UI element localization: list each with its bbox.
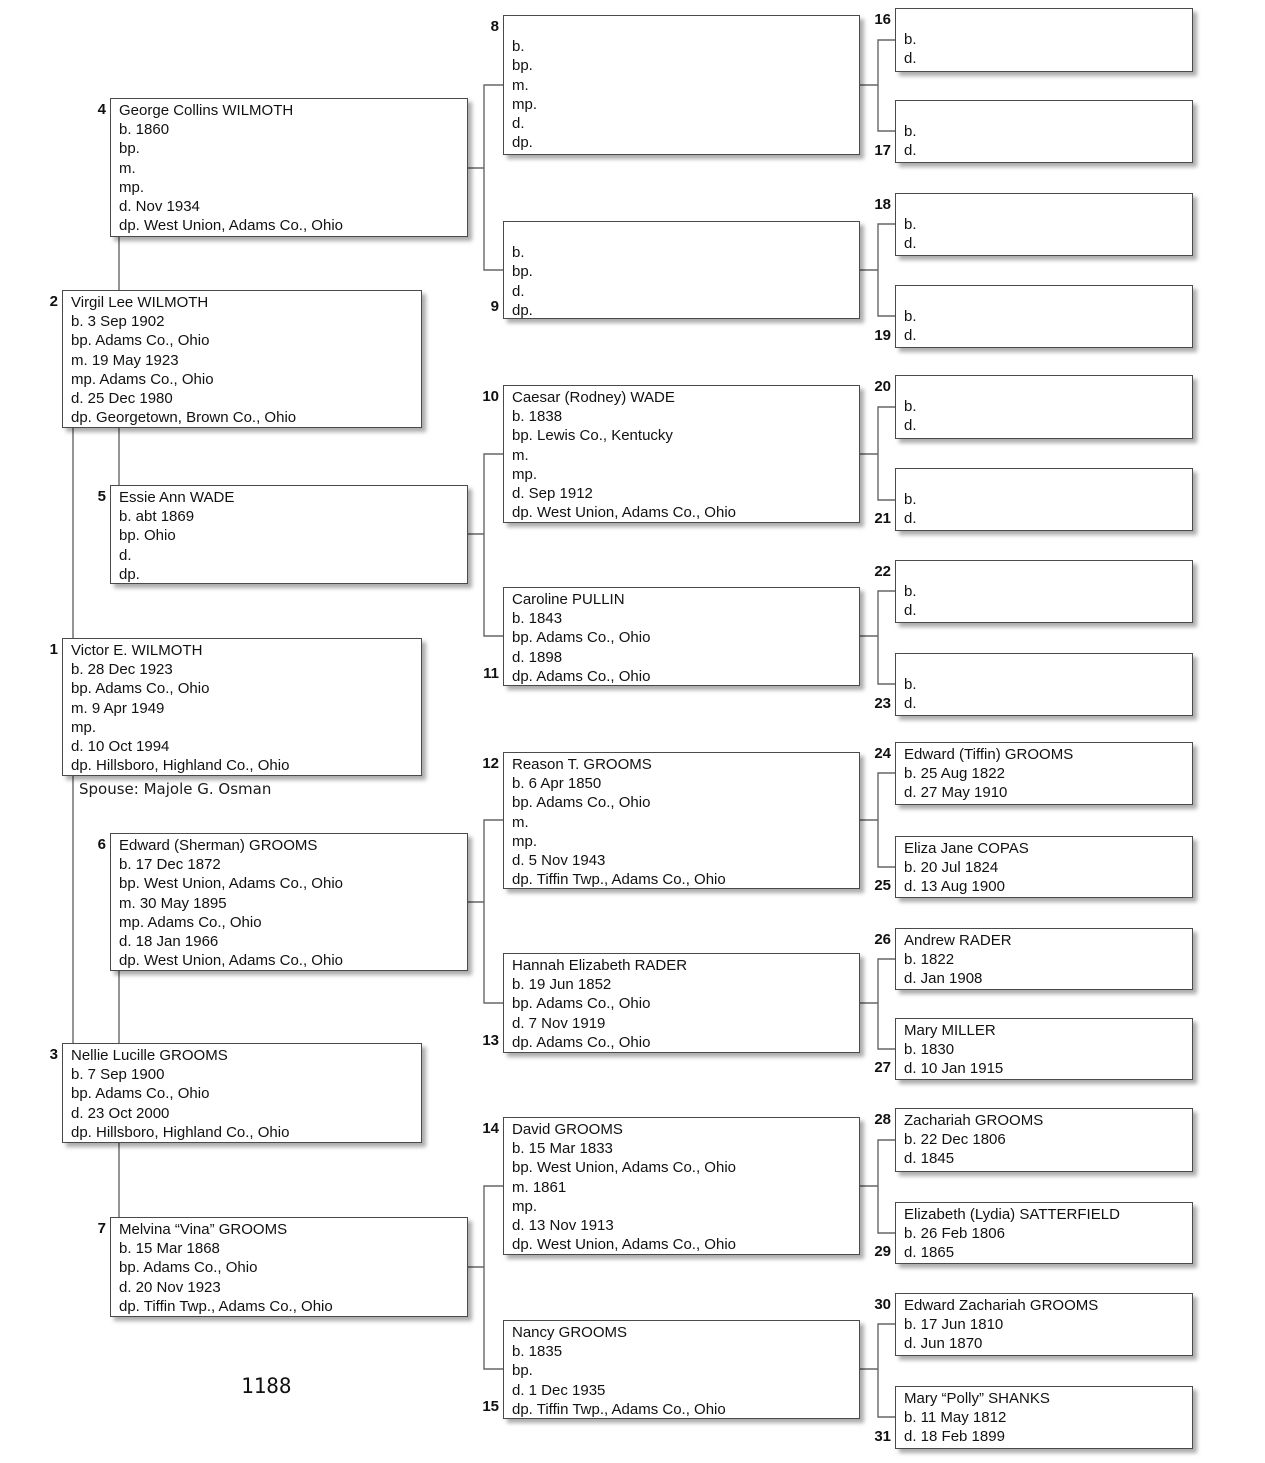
detail-line: d. 10 Jan 1915: [904, 1060, 1004, 1078]
detail-line: b.: [512, 244, 525, 262]
detail-line: b. 15 Mar 1868: [119, 1240, 220, 1258]
person-number: 18: [874, 196, 891, 213]
spouse-note: Spouse: Majole G. Osman: [79, 780, 272, 798]
detail-line: b.: [904, 398, 917, 416]
detail-line: mp.: [512, 1197, 538, 1215]
detail-line: b.: [904, 216, 917, 234]
person-box-29: [874, 1202, 1193, 1264]
detail-line: b. 7 Sep 1900: [71, 1066, 165, 1084]
person-box-23: [874, 653, 1193, 716]
detail-line: m. 9 Apr 1949: [71, 699, 165, 717]
person-name: Mary MILLER: [904, 1022, 996, 1039]
person-box-25: [874, 836, 1193, 898]
person-name: Reason T. GROOMS: [512, 756, 652, 773]
detail-line: b. 1835: [512, 1343, 563, 1361]
person-number: 29: [874, 1243, 891, 1260]
person-name: Virgil Lee WILMOTH: [71, 294, 209, 311]
detail-line: d. 25 Dec 1980: [71, 389, 173, 407]
detail-line: bp.: [512, 57, 533, 75]
detail-line: d. 7 Nov 1919: [512, 1014, 606, 1032]
person-name: Nellie Lucille GROOMS: [71, 1047, 228, 1064]
detail-line: m.: [512, 813, 529, 831]
person-box-31: [874, 1386, 1193, 1449]
detail-line: b. 17 Dec 1872: [119, 856, 221, 874]
person-number: 3: [49, 1046, 58, 1063]
person-number: 15: [482, 1398, 499, 1415]
person-name: Andrew RADER: [904, 932, 1012, 949]
detail-line: d. 23 Oct 2000: [71, 1104, 170, 1122]
person-number: 16: [874, 11, 891, 28]
detail-line: b. 11 May 1812: [904, 1409, 1007, 1427]
person-box-28: [874, 1108, 1193, 1172]
person-name: George Collins WILMOTH: [119, 102, 294, 119]
connector-family-13: [860, 959, 895, 1049]
detail-line: bp. Ohio: [119, 527, 176, 545]
connector-family-6: [468, 820, 503, 1003]
detail-line: d.: [904, 235, 917, 253]
detail-line: bp. Adams Co., Ohio: [71, 1085, 210, 1103]
person-box-24: [874, 742, 1193, 805]
person-name: Zachariah GROOMS: [904, 1112, 1044, 1129]
detail-line: m.: [119, 159, 136, 177]
person-number: 1: [49, 641, 58, 658]
person-number: 21: [874, 510, 891, 527]
detail-line: b. 3 Sep 1902: [71, 313, 165, 331]
detail-line: d.: [904, 142, 917, 160]
connector-family-9: [860, 224, 895, 316]
detail-line: b. 20 Jul 1824: [904, 859, 999, 877]
person-box-3: [49, 1043, 422, 1143]
detail-line: dp.: [119, 565, 140, 583]
person-name: Eliza Jane COPAS: [904, 840, 1029, 857]
connector-family-11: [860, 591, 895, 684]
detail-line: b. 26 Feb 1806: [904, 1225, 1005, 1243]
detail-line: d.: [904, 510, 917, 528]
detail-line: b. 15 Mar 1833: [512, 1140, 613, 1158]
detail-line: b.: [512, 38, 525, 56]
person-name: [904, 656, 1186, 675]
connector-family-10: [860, 407, 895, 500]
detail-line: mp. Adams Co., Ohio: [119, 913, 262, 931]
person-name: [904, 11, 1186, 30]
person-box-2: [49, 290, 422, 428]
connector-family-14: [860, 1140, 895, 1233]
detail-line: b.: [904, 308, 917, 326]
detail-line: bp. Adams Co., Ohio: [71, 332, 210, 350]
detail-line: d.: [904, 327, 917, 345]
detail-line: d.: [512, 114, 525, 132]
person-number: 27: [874, 1059, 891, 1076]
detail-line: b.: [904, 491, 917, 509]
detail-line: d.: [512, 282, 525, 300]
person-name: [904, 471, 1186, 490]
person-number: 2: [49, 293, 58, 310]
detail-line: dp. Adams Co., Ohio: [512, 1033, 651, 1051]
detail-line: b.: [904, 31, 917, 49]
person-box-4: [97, 98, 468, 237]
person-name: [904, 103, 1186, 122]
person-box-22: [874, 560, 1193, 623]
person-number: 22: [874, 563, 891, 580]
person-box-19: [874, 285, 1193, 348]
detail-line: mp.: [512, 832, 538, 850]
detail-line: mp.: [71, 718, 97, 736]
detail-line: d.: [904, 417, 917, 435]
person-box-26: [874, 928, 1193, 990]
detail-line: d. 13 Aug 1900: [904, 878, 1005, 896]
person-name: David GROOMS: [512, 1121, 623, 1138]
person-name: Essie Ann WADE: [119, 489, 235, 506]
detail-line: m.: [512, 76, 529, 94]
person-name: Caroline PULLIN: [512, 591, 625, 608]
detail-line: bp. West Union, Adams Co., Ohio: [512, 1159, 736, 1177]
person-name: [904, 378, 1186, 397]
person-box-9: [490, 221, 860, 319]
detail-line: d. 1 Dec 1935: [512, 1381, 606, 1399]
person-name: Victor E. WILMOTH: [71, 642, 203, 659]
detail-line: dp. West Union, Adams Co., Ohio: [119, 217, 343, 235]
detail-line: d. 10 Oct 1994: [71, 737, 170, 755]
person-name: Melvina “Vina” GROOMS: [119, 1221, 288, 1238]
detail-line: dp. Tiffin Twp., Adams Co., Ohio: [512, 1400, 726, 1418]
detail-line: bp. Adams Co., Ohio: [71, 680, 210, 698]
detail-line: m. 1861: [512, 1178, 567, 1196]
person-box-14: [482, 1117, 860, 1255]
person-name: Mary “Polly” SHANKS: [904, 1390, 1050, 1407]
person-name: Caesar (Rodney) WADE: [512, 389, 675, 406]
person-box-11: [483, 587, 860, 686]
detail-line: dp. Hillsboro, Highland Co., Ohio: [71, 757, 290, 775]
detail-line: mp.: [512, 465, 538, 483]
detail-line: dp. West Union, Adams Co., Ohio: [119, 952, 343, 970]
detail-line: bp.: [119, 140, 140, 158]
person-name: Edward (Tiffin) GROOMS: [904, 746, 1074, 763]
detail-line: b. 1860: [119, 121, 170, 139]
detail-line: d.: [904, 50, 917, 68]
detail-line: b. abt 1869: [119, 508, 195, 526]
person-name: [904, 196, 1186, 215]
person-number: 5: [97, 488, 106, 505]
detail-line: b. 28 Dec 1923: [71, 661, 173, 679]
detail-line: d.: [904, 695, 917, 713]
person-number: 4: [97, 101, 106, 118]
person-name: [904, 288, 1186, 307]
person-name: [512, 18, 853, 37]
detail-line: dp. Adams Co., Ohio: [512, 667, 651, 685]
person-name: Elizabeth (Lydia) SATTERFIELD: [904, 1206, 1120, 1223]
detail-line: bp. Lewis Co., Kentucky: [512, 427, 673, 445]
detail-line: dp. West Union, Adams Co., Ohio: [512, 504, 736, 522]
detail-line: d. Sep 1912: [512, 484, 593, 502]
detail-line: mp.: [512, 95, 538, 113]
detail-line: mp.: [119, 178, 145, 196]
detail-line: d. 1845: [904, 1150, 955, 1168]
person-number: 24: [874, 745, 891, 762]
person-number: 20: [874, 378, 891, 395]
detail-line: d.: [904, 602, 917, 620]
detail-line: d. 1898: [512, 648, 563, 666]
person-box-6: [97, 833, 468, 971]
detail-line: bp. Adams Co., Ohio: [119, 1259, 258, 1277]
person-name: Edward Zachariah GROOMS: [904, 1297, 1099, 1314]
person-number: 7: [97, 1220, 106, 1237]
person-name: Nancy GROOMS: [512, 1324, 628, 1341]
person-number: 28: [874, 1111, 891, 1128]
connector-family-5: [468, 454, 503, 636]
connector-family-4: [468, 85, 503, 270]
person-box-16: [874, 8, 1193, 72]
detail-line: b. 1822: [904, 951, 955, 969]
detail-line: d. 27 May 1910: [904, 784, 1008, 802]
person-name: Hannah Elizabeth RADER: [512, 957, 688, 974]
person-name: [512, 224, 853, 243]
person-number: 12: [482, 755, 499, 772]
detail-line: m. 30 May 1895: [119, 894, 227, 912]
person-number: 31: [874, 1428, 891, 1445]
detail-line: b.: [904, 583, 917, 601]
detail-line: dp. Tiffin Twp., Adams Co., Ohio: [119, 1297, 333, 1315]
person-number: 30: [874, 1296, 891, 1313]
detail-line: dp. Georgetown, Brown Co., Ohio: [71, 409, 297, 427]
person-box-1: [49, 638, 422, 776]
person-box-17: [874, 100, 1193, 163]
detail-line: d. 5 Nov 1943: [512, 851, 606, 869]
detail-line: b. 22 Dec 1806: [904, 1131, 1006, 1149]
person-box-18: [874, 193, 1193, 256]
connector-family-8: [860, 40, 895, 131]
person-box-12: [482, 752, 860, 889]
detail-line: d. 1865: [904, 1244, 955, 1262]
detail-line: mp. Adams Co., Ohio: [71, 370, 214, 388]
page-number: 1188: [241, 1374, 292, 1398]
person-box-8: [490, 15, 860, 155]
detail-line: b. 19 Jun 1852: [512, 976, 612, 994]
detail-line: dp. Tiffin Twp., Adams Co., Ohio: [512, 871, 726, 889]
detail-line: d. 18 Feb 1899: [904, 1428, 1005, 1446]
person-name: Edward (Sherman) GROOMS: [119, 837, 318, 854]
detail-line: dp. Hillsboro, Highland Co., Ohio: [71, 1123, 290, 1141]
person-number: 23: [874, 695, 891, 712]
person-box-15: [482, 1320, 860, 1419]
person-box-20: [874, 375, 1193, 439]
person-number: 8: [490, 18, 499, 35]
detail-line: m.: [512, 446, 529, 464]
detail-line: b. 25 Aug 1822: [904, 765, 1005, 783]
detail-line: b. 1830: [904, 1041, 955, 1059]
person-number: 26: [874, 931, 891, 948]
person-number: 9: [490, 298, 499, 315]
person-number: 19: [874, 327, 891, 344]
person-box-10: [482, 385, 860, 523]
detail-line: d.: [119, 546, 132, 564]
person-box-7: [97, 1217, 468, 1317]
detail-line: m. 19 May 1923: [71, 351, 179, 369]
person-number: 14: [482, 1120, 499, 1137]
person-box-5: [97, 485, 468, 584]
detail-line: b. 1838: [512, 408, 563, 426]
detail-line: d. 13 Nov 1913: [512, 1216, 614, 1234]
person-number: 11: [483, 665, 499, 682]
detail-line: bp.: [512, 263, 533, 281]
detail-line: b. 6 Apr 1850: [512, 775, 602, 793]
connector-family-7: [468, 1186, 503, 1369]
detail-line: d. Jan 1908: [904, 970, 983, 988]
person-box-21: [874, 468, 1193, 531]
detail-line: dp.: [512, 134, 533, 152]
detail-line: d. Nov 1934: [119, 197, 200, 215]
detail-line: bp. Adams Co., Ohio: [512, 995, 651, 1013]
person-name: [904, 563, 1186, 582]
person-box-13: [482, 953, 860, 1053]
person-number: 6: [97, 836, 106, 853]
connector-family-15: [860, 1324, 895, 1417]
detail-line: b. 17 Jun 1810: [904, 1316, 1004, 1334]
person-box-30: [874, 1293, 1193, 1356]
detail-line: d. Jun 1870: [904, 1335, 983, 1353]
person-number: 25: [874, 877, 891, 894]
detail-line: b. 1843: [512, 610, 563, 628]
detail-line: bp. West Union, Adams Co., Ohio: [119, 875, 343, 893]
person-number: 17: [874, 142, 891, 159]
detail-line: dp.: [512, 301, 533, 319]
detail-line: bp. Adams Co., Ohio: [512, 629, 651, 647]
person-box-27: [874, 1018, 1193, 1080]
person-number: 13: [482, 1032, 499, 1049]
detail-line: bp. Adams Co., Ohio: [512, 794, 651, 812]
detail-line: d. 18 Jan 1966: [119, 932, 219, 950]
detail-line: bp.: [512, 1362, 533, 1380]
detail-line: dp. West Union, Adams Co., Ohio: [512, 1236, 736, 1254]
detail-line: b.: [904, 123, 917, 141]
person-number: 10: [482, 388, 499, 405]
detail-line: b.: [904, 676, 917, 694]
connector-family-12: [860, 773, 895, 867]
detail-line: d. 20 Nov 1923: [119, 1278, 221, 1296]
